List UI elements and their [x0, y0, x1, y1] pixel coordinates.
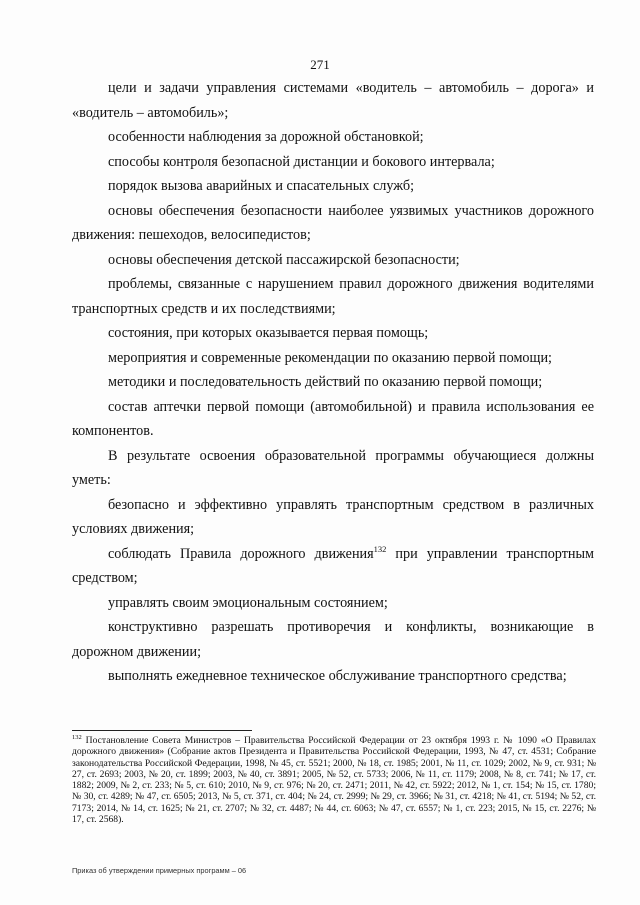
paragraph-with-footnote-ref — [72, 542, 594, 591]
paragraph: конструктивно разрешать противоречия и конфликты, возникающие в дорожном движении; — [72, 619, 594, 660]
paragraph: безопасно и эффективно управлять транспортным средством в различных условиях движения; — [72, 496, 594, 537]
paragraph: состав аптечки первой помощи (автомобильной) и правила использования ее компонентов. — [72, 398, 594, 439]
body-text — [72, 76, 594, 689]
paragraph: цели и задачи управления системами «водитель – автомобиль – дорога» и «водитель – автомобиль»; — [72, 80, 594, 121]
paragraph: проблемы, связанные с нарушением правил дорожного движения водителями транспортных средств и их последствиями; — [72, 276, 594, 317]
paragraph: состояния, при которых оказывается первая помощь; — [108, 325, 429, 341]
paragraph: особенности наблюдения за дорожной обстановкой; — [108, 129, 424, 145]
paragraph: основы обеспечения детской пассажирской безопасности; — [108, 251, 460, 268]
footnote-marker: 132 — [72, 734, 82, 741]
paragraph: В результате освоения образовательной программы обучающиеся должны уметь: — [72, 447, 594, 488]
document-footer-note: Приказ об утверждении примерных программ – 06 — [72, 866, 247, 875]
paragraph: методики и последовательность действий по оказанию первой помощи; — [108, 374, 543, 390]
paragraph: мероприятия и современные рекомендации по оказанию первой помощи; — [108, 349, 552, 366]
paragraph: управлять своим эмоциональным состоянием; — [108, 594, 388, 611]
paragraph: порядок вызова аварийных и спасательных служб; — [108, 178, 415, 194]
paragraph: способы контроля безопасной дистанции и бокового интервала; — [108, 153, 495, 170]
paragraph-text: соблюдать Правила дорожного движения — [108, 545, 374, 562]
footnote-text: Постановление Совета Министров – Правительства Российской Федерации от 23 октября 1993 г. № 1090 «О Правилах дорожного движения» (Собрание актов Президента и Правительства Российской Федерации, 1993, № 47, ст. 4531; Собрание законодательства Российской Федерации, 1998, № 45, ст. 5521; 2000, № 18, ст. 1985; 2001, № 11, ст. 1029; 2002, № 9, ст. 931; № 27, ст. 2693; 2003, № 20, ст. 1899; 2003, № 40, ст. 3891; 2005, № 52, ст. 5733; 2006, № 11, ст. 1179; 2008, № 8, ст. 741; № 17, ст. 1882; 2009, № 2, ст. 233; № 5, ст. 610; 2010, № 9, ст. 976; № 20, ст. 2471; 2011, № 42, ст. 5922; 2012, № 1, ст. 154; № 15, ст. 1780; № 30, ст. 4289; № 47, ст. 6505; 2013, № 5, ст. 371, ст. 404; № 24, ст. 2999; № 29, ст. 3966; № 31, ст. 4218; № 41, ст. 5194; № 52, ст. 7173; 2014, № 14, ст. 1625; № 21, ст. 2707; № 32, ст. 4487; № 44, ст. 6063; № 47, ст. 6557; № 1, ст. 223; 2015, № 15, ст. 2276; № 17, ст. 2568). — [72, 735, 596, 826]
footnote-reference[interactable]: 132 — [373, 543, 387, 554]
footnote — [72, 735, 596, 825]
paragraph: основы обеспечения безопасности наиболее уязвимых участников дорожного движения: пешеходов, велосипедистов; — [72, 202, 594, 243]
paragraph-text: при управлении транспортным средством; — [72, 545, 594, 586]
footnote-divider — [72, 730, 252, 731]
paragraph: выполнять ежедневное техническое обслуживание транспортного средства; — [108, 668, 567, 684]
page-number: 271 — [310, 57, 330, 72]
